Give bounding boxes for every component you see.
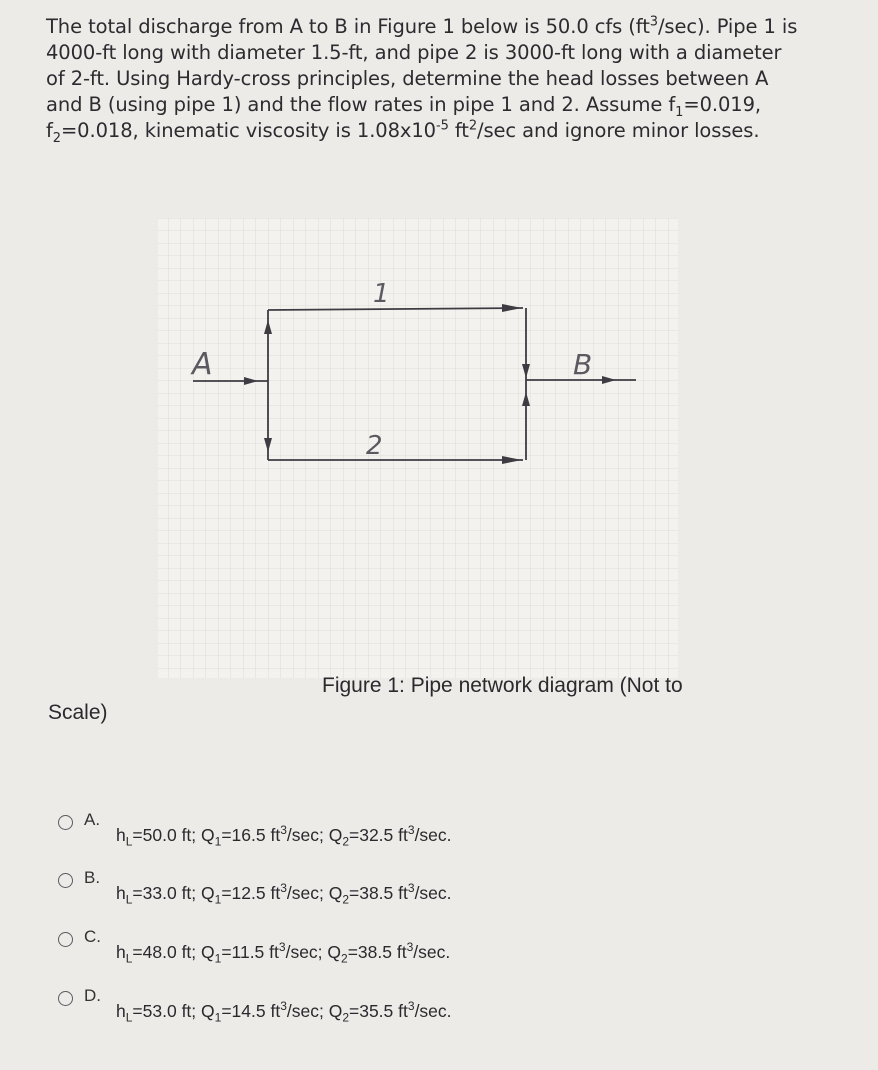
option-a-text: $h_L=50.0$ ft; $Q_1=16.5$ $ft^3/\sec$; $Q_2=32.5$ $ft^3/\sec$. [116,823,452,849]
option-d-text: $h_L=53.0$ ft; $Q_1=14.5$ $ft^3/\sec$; $Q_2=35.5$ $ft^3/\sec$. [116,999,452,1025]
radio-d[interactable] [58,991,73,1006]
radio-a[interactable] [58,815,73,830]
label-B: B [573,348,593,381]
pipe-network-figure [118,218,690,678]
option-b-letter: B. [84,868,101,887]
option-a[interactable] [58,810,658,858]
option-d[interactable] [58,986,658,1034]
label-A: A [192,347,213,382]
option-c[interactable] [58,927,658,975]
option-d-letter: D. [84,986,101,1005]
question-text: The total discharge from A to B in Figure 1 below is 50.0 cfs $(ft^3/\sec)$. Pipe 1 is 4000-ft long with diameter 1.5-ft, and pipe 2 is 3000-ft long with a diameter of 2-ft. Using Hardy-cross principles, determine the head losses between A and B (using pipe 1) and the flow rates in pipe 1 and 2. Assume $f_1=0.019$, $f_2=0.018$, kinematic viscosity is $1.08x10^{-5}$ $ft^2/\sec$ and ignore minor losses. [46,14,798,146]
option-c-text: $h_L=48.0$ ft; $Q_1=11.5$ $ft^3/\sec$; $Q_2=38.5$ $ft^3/\sec$. [116,940,451,966]
pipe-network-diagram [118,218,690,678]
figure-caption-continued: Scale) [48,701,108,724]
radio-c[interactable] [58,932,73,947]
label-pipe-1: 1 [373,279,390,309]
option-a-letter: A. [84,810,101,829]
radio-b[interactable] [58,873,73,888]
figure-caption: Figure 1: Pipe network diagram (Not to [322,674,683,697]
option-b-text: $h_L=33.0$ ft; $Q_1=12.5$ $ft^3/\sec$; $Q_2=38.5$ $ft^3/\sec$. [116,881,452,907]
label-pipe-2: 2 [366,431,383,461]
option-c-letter: C. [84,927,101,946]
option-b[interactable] [58,868,658,916]
